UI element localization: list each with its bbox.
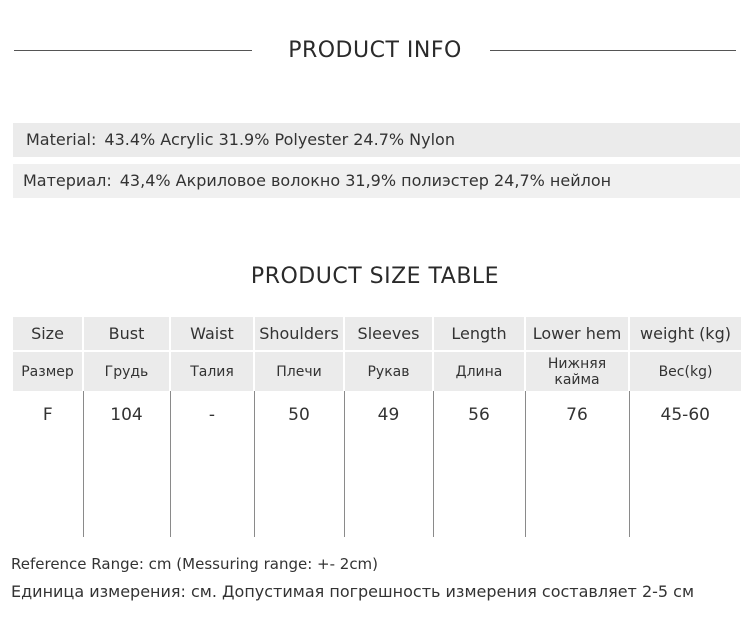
cell-shoulders: 50	[254, 391, 344, 537]
material-label-en: Material:	[26, 130, 97, 149]
cell-length: 56	[433, 391, 525, 537]
header-shoulders-ru: Плечи	[254, 351, 344, 391]
table-row	[13, 391, 741, 537]
header-weight: weight (kg)	[629, 317, 741, 351]
header-length: Length	[433, 317, 525, 351]
material-value-en: 43.4% Acrylic 31.9% Polyester 24.7% Nylon	[104, 130, 455, 149]
material-label-ru: Материал:	[23, 171, 112, 190]
info-title-rule-right	[490, 50, 736, 51]
header-lower-hem: Lower hem	[525, 317, 629, 351]
header-sleeves: Sleeves	[344, 317, 433, 351]
size-table-header-en	[13, 317, 741, 351]
cell-bust: 104	[83, 391, 170, 537]
cell-weight: 45-60	[629, 391, 741, 537]
material-row-en	[13, 123, 740, 157]
header-bust-ru: Грудь	[83, 351, 170, 391]
material-row-ru	[13, 164, 740, 198]
header-size-ru: Размер	[13, 351, 83, 391]
reference-note-ru: Единица измерения: см. Допустимая погрешность измерения составляет 2-5 см	[11, 582, 695, 601]
header-size: Size	[13, 317, 83, 351]
cell-lower-hem: 76	[525, 391, 629, 537]
header-lower-hem-ru: Нижняя кайма	[525, 351, 629, 391]
header-waist: Waist	[170, 317, 254, 351]
material-value-ru: 43,4% Акриловое волокно 31,9% полиэстер 24,7% нейлон	[119, 171, 612, 190]
header-waist-ru: Талия	[170, 351, 254, 391]
cell-waist: -	[170, 391, 254, 537]
cell-size: F	[13, 391, 83, 537]
size-table-header-ru	[13, 351, 741, 391]
size-table-title: PRODUCT SIZE TABLE	[250, 264, 500, 289]
info-title: PRODUCT INFO	[288, 38, 462, 63]
header-sleeves-ru: Рукав	[344, 351, 433, 391]
header-length-ru: Длина	[433, 351, 525, 391]
header-bust: Bust	[83, 317, 170, 351]
cell-sleeves: 49	[344, 391, 433, 537]
header-weight-ru: Вес(kg)	[629, 351, 741, 391]
size-table	[13, 317, 741, 537]
header-shoulders: Shoulders	[254, 317, 344, 351]
reference-note-en: Reference Range: cm (Messuring range: +- 2cm)	[11, 555, 379, 573]
